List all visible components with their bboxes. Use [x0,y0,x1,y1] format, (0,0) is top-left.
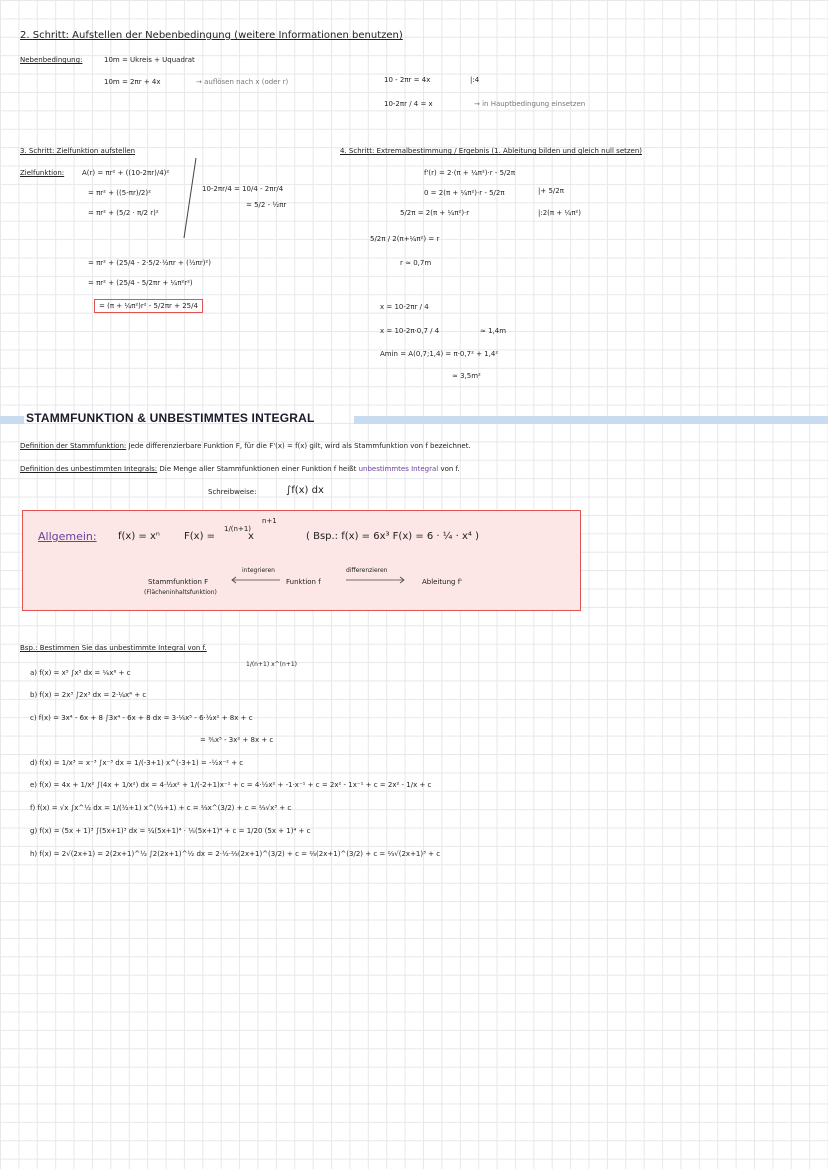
box-Fx-var: x [248,531,254,542]
zielfunktion-label: Zielfunktion: [20,169,65,177]
nebenbedingung-note2: → in Hauptbedingung einsetzen [474,100,586,108]
exercise-g: g) f(x) = (5x + 1)³ ∫(5x+1)³ dx = ¼(5x+1)⁴ · ⅕(5x+1)⁴ + c = 1/20 (5x + 1)⁴ + c [30,827,311,835]
nebenbedingung-eq3: 10 - 2πr = 4x [384,76,431,84]
extremal-x-line-2: x = 10-2π·0,7 / 4 [380,327,440,335]
zielfunktion-expand-2: = πr² + (25/4 - 5/2πr + ¼π²r²) [88,279,193,287]
zielfunktion-expand-1: = πr² + (25/4 - 2·5/2·½πr + (½πr)²) [88,259,211,267]
zielfunktion-boxed: = (π + ¼π²)r² - 5/2πr + 25/4 [94,299,203,313]
extremal-x-approx: ≈ 1,4m [480,327,507,335]
zielfunktion-side-1: 10-2πr/4 = 10/4 - 2πr/4 [202,185,284,193]
section3-title: 3. Schritt: Zielfunktion aufstellen [20,147,136,155]
exercise-c-cont: = ⅗x⁵ - 3x² + 8x + c [200,736,274,744]
exercises-title: Bsp.: Bestimmen Sie das unbestimmte Integral von f. [20,644,207,652]
box-Fx-exp: n+1 [262,517,277,525]
extremal-line-2: 0 = 2(π + ¼π²)·r - 5/2π [424,189,505,197]
extremal-x-line-1: x = 10-2πr / 4 [380,303,429,311]
stammfunktion-box [22,510,581,611]
exercise-c: c) f(x) = 3x⁴ - 6x + 8 ∫3x⁴ - 6x + 8 dx = 3·⅕x⁵ - 6·½x² + 8x + c [30,714,253,722]
definition-integral-text-a: Die Menge aller Stammfunktionen einer Funktion f heißt [159,465,357,473]
extremal-amin-result: ≈ 3,5m² [452,372,481,380]
nebenbedingung-eq4: 10-2πr / 4 = x [384,100,433,108]
notation-formula: ∫f(x) dx [286,485,324,496]
section2-title: 2. Schritt: Aufstellen der Nebenbedingung (weitere Informationen benutzen) [20,30,403,41]
exercise-b: b) f(x) = 2x³ ∫2x³ dx = 2·¼x⁴ + c [30,691,147,699]
definition-integral-text-b: von f. [440,465,460,473]
box-arrow-right-icon [344,576,408,584]
box-stamm-sub: (Flächeninhaltsfunktion) [144,589,217,596]
banner-title: STAMMFUNKTION & UNBESTIMMTES INTEGRAL [26,411,315,425]
box-fx: f(x) = xⁿ [118,531,160,542]
definition-stammfunktion-text: Jede differenzierbare Funktion F, für die F'(x) = f(x) gilt, wird als Stammfunktion von f bezeichnet. [128,442,471,450]
nebenbedingung-label: Nebenbedingung: [20,56,83,64]
exercise-e: e) f(x) = 4x + 1/x² ∫(4x + 1/x²) dx = 4·½x² + 1/(-2+1)x⁻¹ + c = 4·½x² + -1·x⁻¹ + c = 2x² - 1x⁻¹ + c = 2x² - 1/x + c [30,781,432,789]
box-example: ( Bsp.: f(x) = 6x³ F(x) = 6 · ¼ · x⁴ ) [306,531,480,542]
definition-stammfunktion [20,441,471,451]
zielfunktion-line-3: = πr² + (5/2 · π/2 r)² [88,209,159,217]
extremal-op-1: |+ 5/2π [538,187,564,195]
zielfunktion-side-2: = 5/2 - ½πr [246,201,287,209]
box-label: Allgemein: [38,530,97,543]
nebenbedingung-eq3-op: |:4 [470,76,480,84]
definition-stammfunktion-label: Definition der Stammfunktion: [20,442,127,450]
extremal-amin: Amin = A(0,7;1,4) = π·0,7² + 1,4² [380,350,499,358]
extremal-line-3: 5/2π = 2(π + ¼π²)·r [400,209,470,217]
exercise-a: a) f(x) = x⁵ ∫x⁵ dx = ⅙x⁶ + c [30,669,131,677]
box-funktion: Funktion f [286,578,321,586]
box-integrieren: integrieren [242,567,275,574]
banner-bar-right [354,416,828,424]
nebenbedingung-eq2: 10m = 2πr + 4x [104,78,161,86]
exercise-d: d) f(x) = 1/x³ = x⁻³ ∫x⁻³ dx = 1/(-3+1) x^(-3+1) = -½x⁻² + c [30,759,244,767]
section4-title: 4. Schritt: Extremalbestimmung / Ergebnis (1. Ableitung bilden und gleich null setzen) [340,147,643,155]
exercises-hint: 1/(n+1) x^(n+1) [246,661,297,668]
zielfunktion-boxed-prefix [88,299,203,313]
box-stamm: Stammfunktion F [148,578,209,586]
extremal-line-1: f'(r) = 2·(π + ¼π²)·r - 5/2π [424,169,516,177]
banner-bar-left [0,416,24,424]
nebenbedingung-eq1: 10m = Ukreis + Uquadrat [104,56,195,64]
section-banner [0,411,828,426]
exercise-h: h) f(x) = 2√(2x+1) = 2(2x+1)^½ ∫2(2x+1)^½ dx = 2·½·⅔(2x+1)^(3/2) + c = ⅔(2x+1)^(3/2) + c = ⅔√(2x+1)³ + c [30,850,441,858]
box-ableitung: Ableitung f' [422,578,463,586]
box-Fx-frac: 1/(n+1) [224,525,252,533]
definition-integral-term: unbestimmtes Integral [358,465,439,473]
extremal-op-2: |:2(π + ¼π²) [538,209,581,217]
exercise-f: f) f(x) = √x ∫x^½ dx = 1/(½+1) x^(½+1) + c = ⅔x^(3/2) + c = ⅔√x³ + c [30,804,292,812]
box-differenzieren: differenzieren [346,567,388,574]
extremal-line-4: 5/2π / 2(π+¼π²) = r [370,235,440,243]
notation-label: Schreibweise: [208,488,257,496]
definition-integral [20,464,460,474]
zielfunktion-line-1: A(r) = πr² + ((10-2πr)/4)² [82,169,170,177]
box-Fx-prefix: F(x) = [184,531,216,542]
nebenbedingung-note: → auflösen nach x (oder r) [196,78,289,86]
zielfunktion-line-2: = πr² + ((5-πr)/2)² [88,189,151,197]
definition-integral-label: Definition des unbestimmten Integrals: [20,465,158,473]
box-arrow-left-icon [228,576,282,584]
extremal-r-result: r ≈ 0,7m [400,259,432,267]
